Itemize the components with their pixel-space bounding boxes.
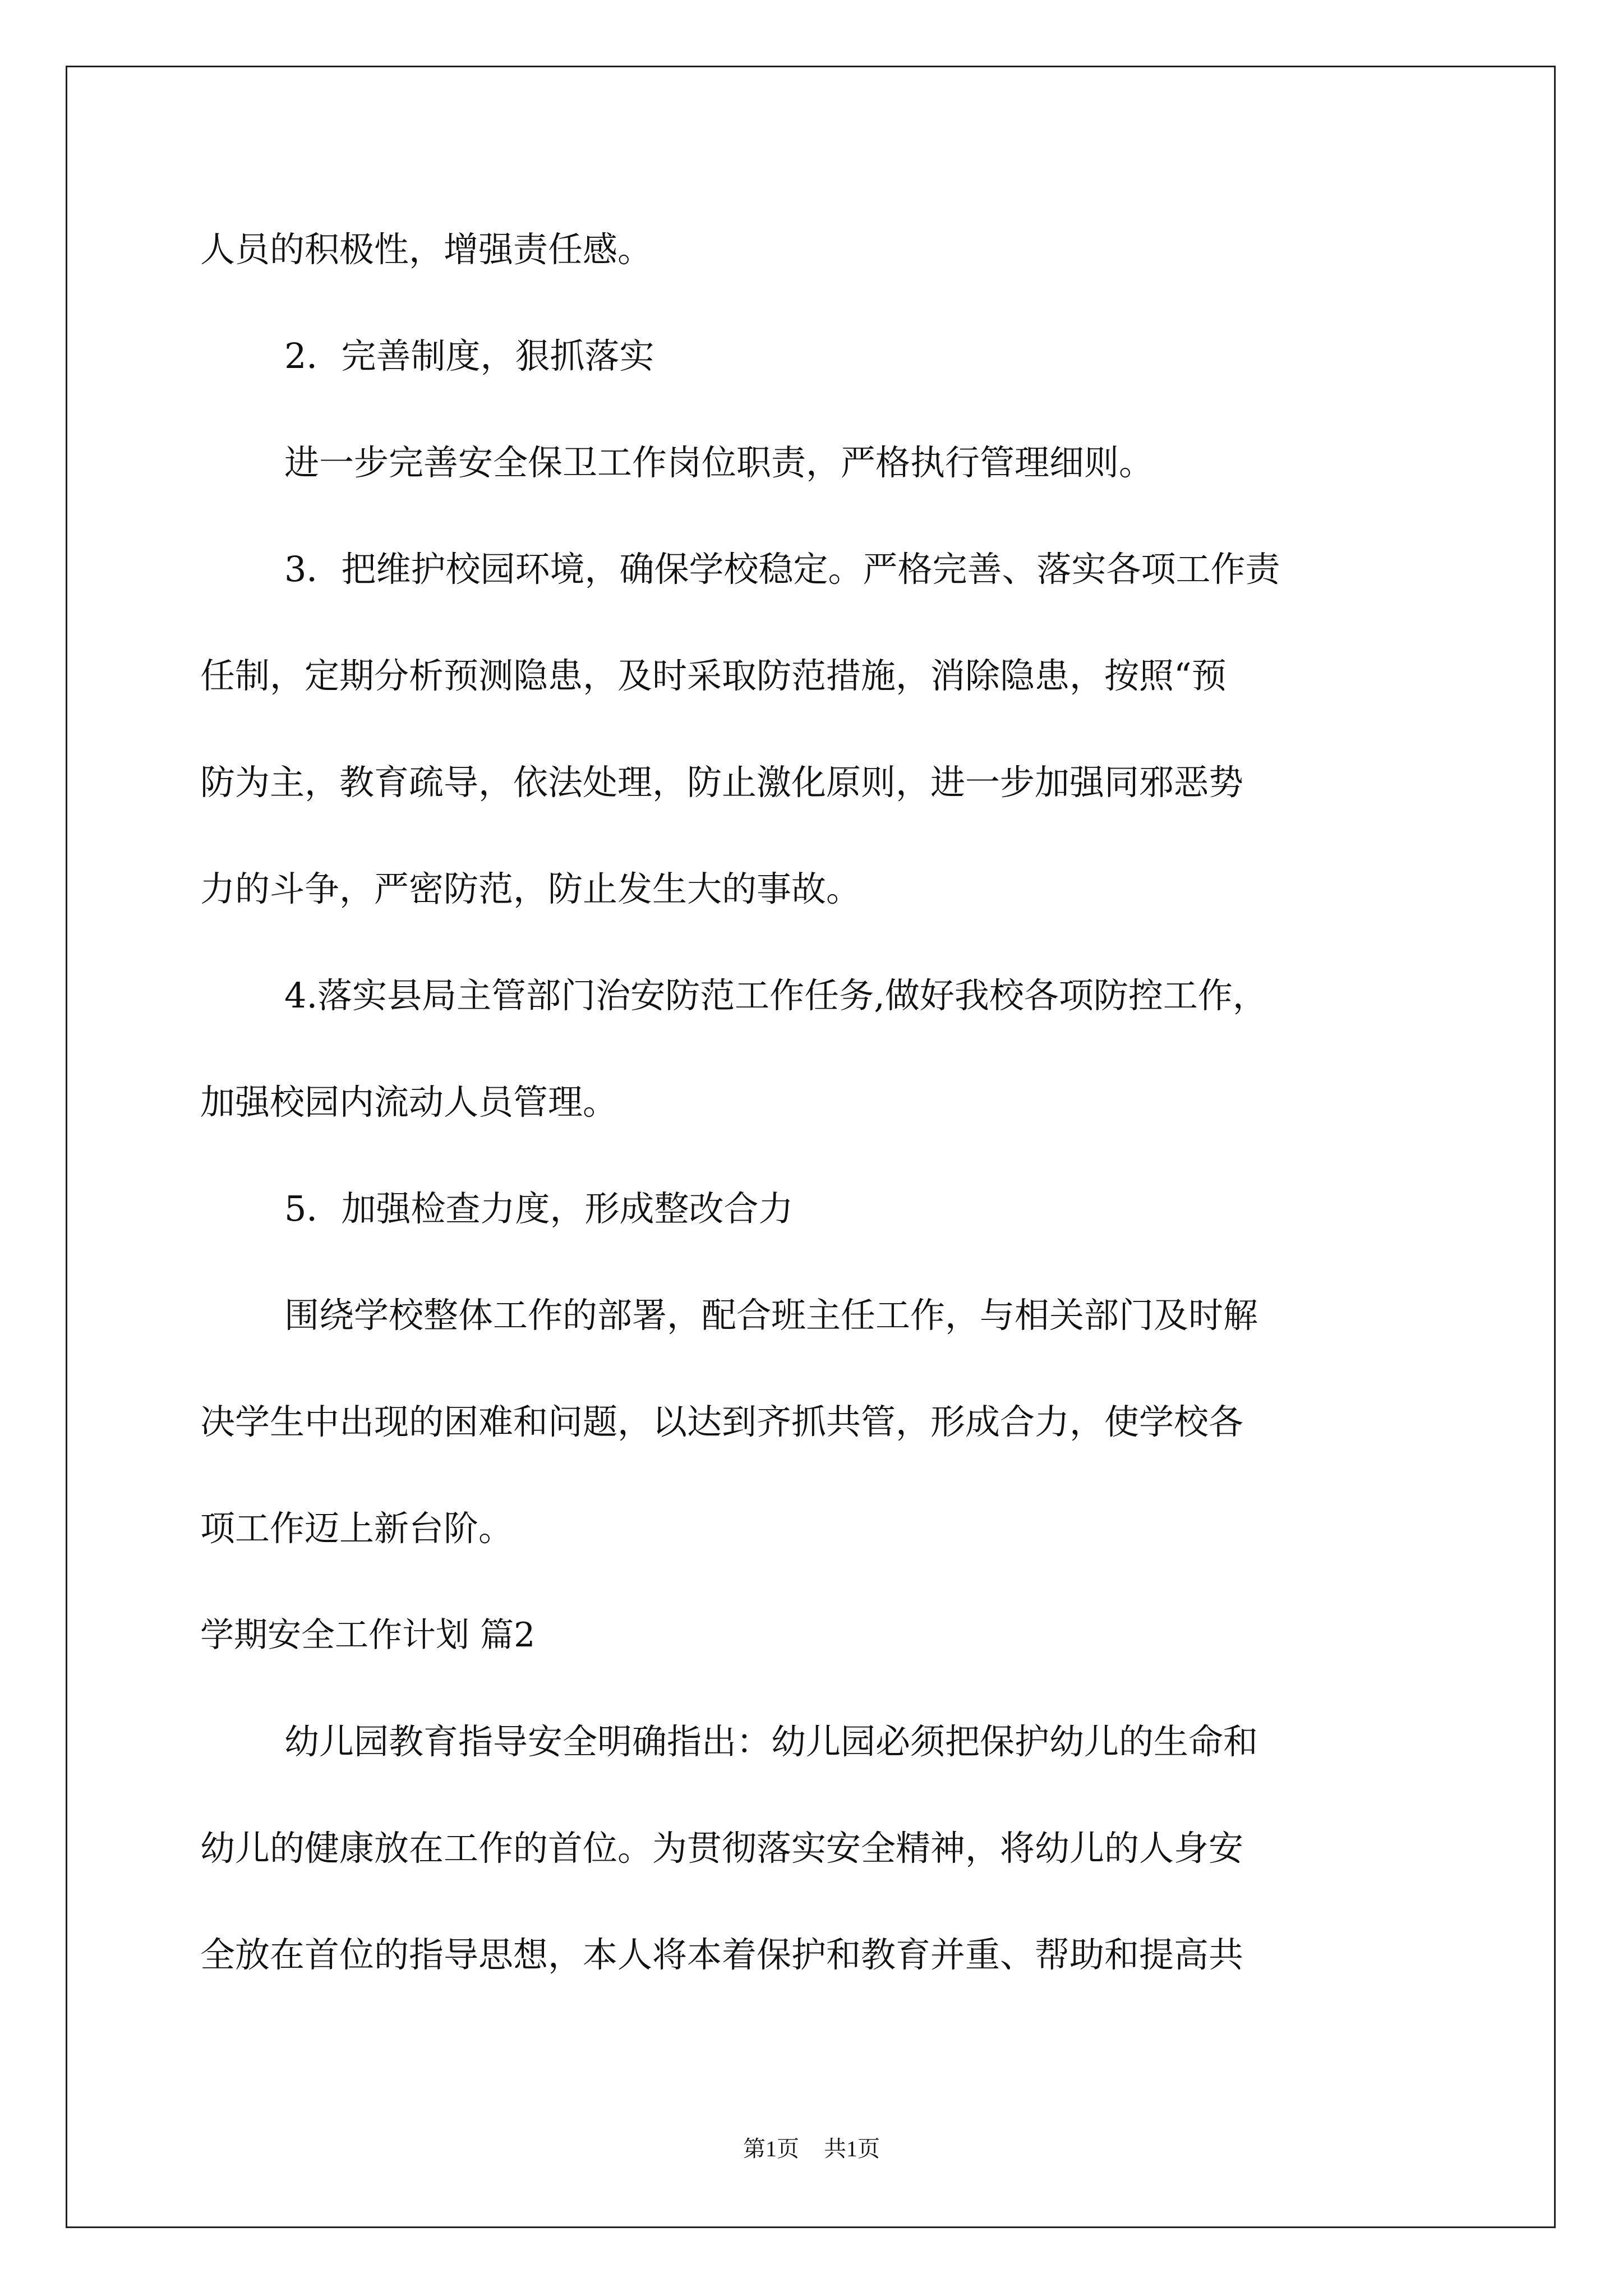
paragraph-line: 4.落实县局主管部门治安防范工作任务,做好我校各项防控工作， <box>284 975 1267 1016</box>
paragraph-line: 加强校园内流动人员管理。 <box>200 1082 618 1122</box>
section-heading: 2．完善制度，狠抓落实 <box>284 335 654 376</box>
paragraph-line: 人员的积极性，增强责任感。 <box>200 229 653 270</box>
paragraph-line: 围绕学校整体工作的部署，配合班主任工作，与相关部门及时解 <box>284 1295 1258 1336</box>
page-border <box>66 66 1556 2228</box>
paragraph-line: 进一步完善安全保卫工作岗位职责，严格执行管理细则。 <box>284 442 1154 483</box>
paragraph-line: 项工作迈上新台阶。 <box>200 1508 514 1549</box>
section-heading: 5．加强检查力度，形成整改合力 <box>284 1188 794 1229</box>
paragraph-line: 防为主，教育疏导，依法处理，防止激化原则，进一步加强同邪恶势 <box>200 762 1244 803</box>
article-heading: 学期安全工作计划 篇2 <box>200 1616 536 1655</box>
paragraph-line: 决学生中出现的困难和问题，以达到齐抓共管，形成合力，使学校各 <box>200 1401 1244 1442</box>
paragraph-line: 力的斗争，严密防范，防止发生大的事故。 <box>200 868 861 909</box>
paragraph-line: 幼儿园教育指导安全明确指出：幼儿园必须把保护幼儿的生命和 <box>284 1721 1258 1762</box>
paragraph-line: 全放在首位的指导思想，本人将本着保护和教育并重、帮助和提高共 <box>200 1934 1244 1975</box>
paragraph-line: 幼儿的健康放在工作的首位。为贯彻落实安全精神，将幼儿的人身安 <box>200 1828 1244 1869</box>
page-number: 第1页 <box>743 2136 799 2161</box>
paragraph-line: 3．把维护校园环境，确保学校稳定。严格完善、落实各项工作责 <box>284 549 1280 590</box>
page-footer <box>0 2134 1623 2164</box>
page-total: 共1页 <box>824 2136 880 2161</box>
paragraph-line: 任制，定期分析预测隐患，及时采取防范措施，消除隐患，按照“预 <box>200 655 1227 696</box>
